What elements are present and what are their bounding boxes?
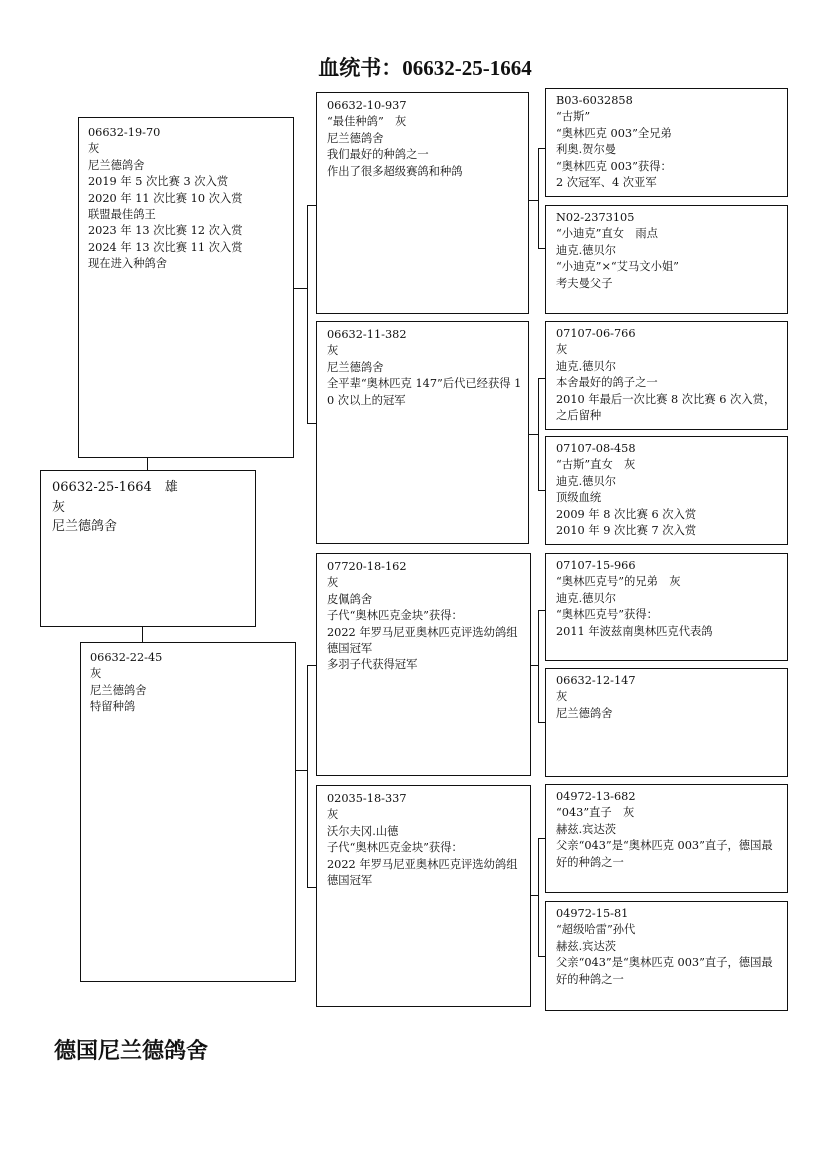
connector-line [538,722,545,723]
note-line: 现在进入种鸽舍 [88,257,168,271]
note-line: “最佳种鸽” 灰 [327,115,407,129]
ring-number: 06632-12-147 [556,674,636,687]
ring-number: 04972-13-682 [556,790,636,803]
pigeon-color: 灰 [327,344,339,358]
breeder-name: 利奥.贺尔曼 [556,143,617,157]
connector-line [147,458,148,470]
connector-line [538,148,539,248]
sire-dam-card [316,321,529,544]
ring-number: 07720-18-162 [327,560,407,573]
note-line: “奥林匹克号”的兄弟 灰 [556,575,681,589]
note-line: “古斯”直女 灰 [556,458,636,472]
pigeon-color: 灰 [556,343,568,357]
ring-number: 02035-18-337 [327,792,407,805]
ring-number: 06632-10-937 [327,99,407,112]
sire-card [78,117,294,458]
note-line: “043”直子 灰 [556,806,635,820]
connector-line [142,627,143,642]
connector-line [307,205,316,206]
dam-dam-card [316,785,531,1007]
connector-line [538,148,545,149]
pigeon-color: 灰 [556,690,568,704]
note-line: 2022 年罗马尼亚奥林匹克评选幼鸽组德国冠军 [327,625,518,656]
note-line: 父亲“043”是“奥林匹克 003”直子，德国最好的种鸽之一 [556,839,773,869]
note-line: 本舍最好的鸽子之一 [556,376,658,390]
breeder-name: 迪克.德贝尔 [556,474,617,488]
ring-number: N02-2373105 [556,211,635,224]
note-line: 考夫曼父子 [556,276,613,290]
loft-name: 尼兰德鸽舍 [327,131,384,145]
great-grandparent-card [545,784,788,893]
great-grandparent-card [545,436,788,545]
note-line: 2020 年 11 次比赛 10 次入赏 [88,191,243,205]
ring-number: 07107-06-766 [556,327,636,340]
loft-name: 尼兰德鸽舍 [90,683,147,697]
connector-line [538,610,545,611]
breeder-name: 迪克.德贝尔 [556,591,617,605]
connector-line [528,200,538,201]
connector-line [538,378,539,490]
connector-line [538,956,545,957]
note-line: “奥林匹克号”获得： [556,608,658,622]
ring-number: 07107-15-966 [556,559,636,572]
note-line: 父亲“043”是“奥林匹克 003”直子，德国最好的种鸽之一 [556,956,773,986]
pigeon-color: 灰 [327,576,339,590]
connector-line [538,248,545,249]
note-line: 特留种鸽 [90,700,136,714]
note-line: 2022 年罗马尼亚奥林匹克评选幼鸽组德国冠军 [327,857,518,888]
ring-number: 04972-15-81 [556,907,629,920]
connector-line [293,288,307,289]
breeder-name: 赫兹.宾达茨 [556,822,617,836]
note-line: “小迪克”×“艾马文小姐” [556,260,679,274]
loft-name: 尼兰德鸽舍 [88,158,145,172]
great-grandparent-card [545,668,788,777]
great-grandparent-card [545,205,788,314]
pigeon-color: 灰 [327,808,339,822]
connector-line [295,770,307,771]
note-line: 作出了很多超级赛鸽和种鸽 [327,164,463,178]
note-line: 联盟最佳鸽王 [88,208,156,222]
note-line: 顶级血统 [556,491,602,505]
connector-line [538,838,539,956]
pigeon-card [40,470,256,627]
ring-number: 06632-25-1664 雄 [52,480,178,495]
note-line: 我们最好的种鸽之一 [327,148,429,162]
sire-sire-card [316,92,529,314]
breeder-name: 赫兹.宾达茨 [556,939,617,953]
breeder-name: 迪克.德贝尔 [556,243,617,257]
connector-line [307,205,308,423]
connector-line [538,490,545,491]
note-line: 2010 年 9 次比赛 7 次入赏 [556,524,697,538]
note-line: 2009 年 8 次比赛 6 次入赏 [556,507,697,521]
pigeon-color: 灰 [90,667,102,681]
ring-number: B03-6032858 [556,94,633,107]
note-line: 全平辈“奥林匹克 147”后代已经获得 10 次以上的冠军 [327,377,522,407]
loft-name: 尼兰德鸽舍 [556,706,613,720]
connector-line [530,665,538,666]
connector-line [538,610,539,722]
loft-name: 皮佩鸽舍 [327,592,373,606]
note-line: 多羽子代获得冠军 [327,658,418,672]
note-line: 子代“奥林匹克金块”获得： [327,609,463,623]
connector-line [307,423,316,424]
connector-line [538,378,545,379]
pigeon-color: 灰 [88,142,100,156]
connector-line [307,665,316,666]
connector-line [528,434,538,435]
ring-number: 06632-19-70 [88,126,161,139]
great-grandparent-card [545,901,788,1011]
note-line: 2 次冠军、4 次亚军 [556,176,657,190]
note-line: “小迪克”直女 雨点 [556,227,658,241]
dam-card [80,642,296,982]
great-grandparent-card [545,88,788,197]
note-line: “超级哈雷”孙代 [556,923,636,937]
note-line: 2024 年 13 次比赛 11 次入赏 [88,240,243,254]
loft-name: 沃尔夫冈.山德 [327,824,399,838]
connector-line [530,895,538,896]
pigeon-color: 灰 [52,499,66,515]
note-line: 子代“奥林匹克金块”获得： [327,841,463,855]
great-grandparent-card [545,321,788,430]
note-line: 2011 年波兹南奥林匹克代表鸽 [556,624,713,638]
dam-sire-card [316,553,531,776]
note-line: 2010 年最后一次比赛 8 次比赛 6 次入赏，之后留种 [556,392,776,423]
footer-loft-name: 德国尼兰德鸽舍 [54,1039,209,1064]
note-line: “奥林匹克 003”获得： [556,159,672,173]
loft-name: 尼兰德鸽舍 [52,519,118,534]
connector-line [307,665,308,887]
page-title: 血统书：06632-25-1664 [318,56,532,80]
note-line: 2019 年 5 次比赛 3 次入赏 [88,175,229,189]
ring-number: 07107-08-458 [556,442,636,455]
note-line: “奥林匹克 003”全兄弟 [556,126,672,140]
loft-name: 尼兰德鸽舍 [327,360,384,374]
ring-number: 06632-11-382 [327,328,407,341]
connector-line [538,838,545,839]
connector-line [307,887,316,888]
note-line: “古斯” [556,110,591,124]
great-grandparent-card [545,553,788,661]
note-line: 2023 年 13 次比赛 12 次入赏 [88,224,243,238]
ring-number: 06632-22-45 [90,651,163,664]
breeder-name: 迪克.德贝尔 [556,359,617,373]
